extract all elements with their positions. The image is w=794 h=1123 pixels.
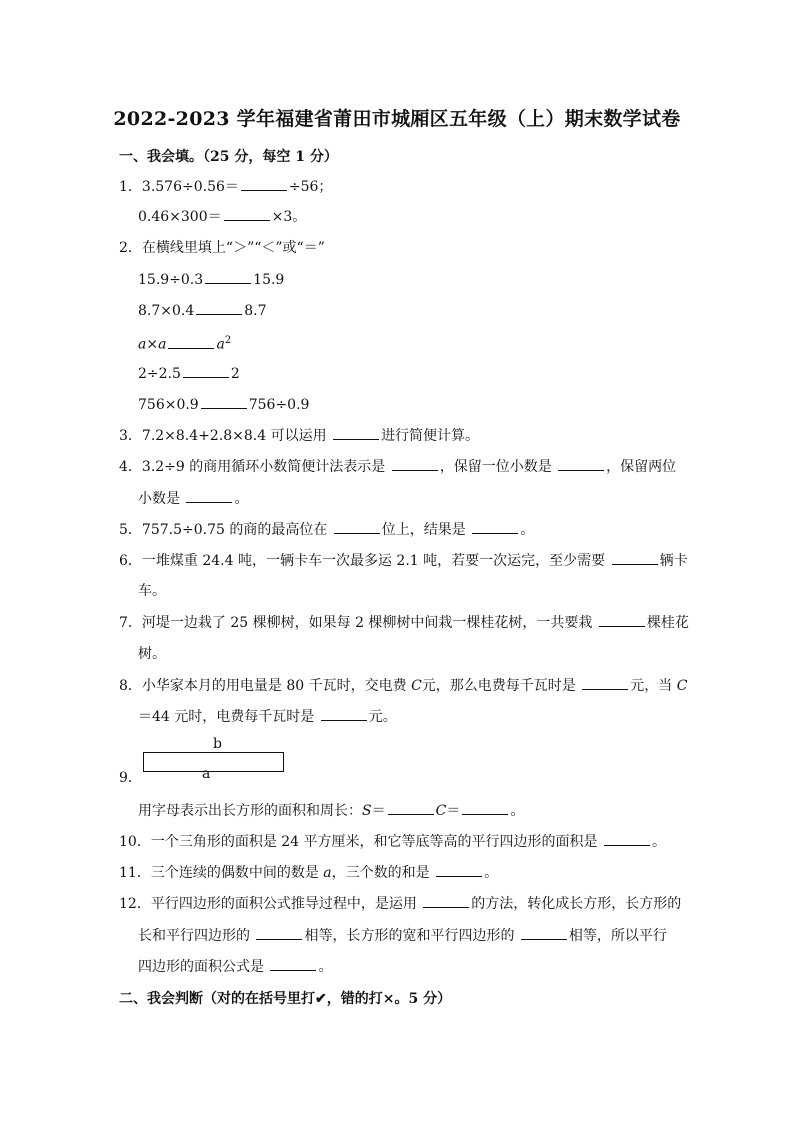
question-2-item-3 — [138, 331, 231, 355]
question-9-line-2 — [138, 800, 524, 821]
variable: a — [138, 336, 147, 353]
answer-blank[interactable] — [392, 456, 438, 471]
text: 8.7 — [244, 303, 267, 319]
text: 5．757.5÷0.75 的商的最高位在 — [119, 522, 332, 538]
question-12-line-2 — [138, 925, 667, 946]
text: 12．平行四边形的面积公式推导过程中，是运用 — [119, 896, 422, 912]
answer-blank[interactable] — [521, 925, 567, 940]
text: 棵桂花 — [646, 615, 689, 631]
question-5 — [119, 519, 534, 540]
text: 位上，结果是 — [381, 522, 471, 538]
text: 3．7.2×8.4+2.8×8.4 可以运用 — [119, 428, 332, 444]
answer-blank[interactable] — [241, 176, 287, 191]
text: 15.9÷0.3 — [138, 272, 204, 288]
answer-blank[interactable] — [612, 550, 658, 565]
text: 小数是 — [138, 491, 185, 507]
text: 15.9 — [253, 272, 285, 288]
answer-blank[interactable] — [168, 334, 214, 349]
question-2-item-2 — [138, 300, 267, 321]
question-8-line-2 — [138, 706, 397, 727]
text: 四边形的面积公式是 — [138, 959, 269, 975]
text: 8.7×0.4 — [138, 303, 195, 319]
text: ÷56； — [288, 179, 333, 195]
question-11 — [119, 862, 498, 883]
text: 0.46×300＝ — [138, 209, 222, 225]
question-2-stem: 2．在横线里填上“＞”“＜”或“＝” — [119, 240, 325, 256]
text: 756÷0.9 — [248, 397, 310, 413]
text: 。 — [318, 959, 333, 975]
text: 。 — [510, 803, 525, 819]
question-10 — [119, 831, 666, 852]
text: 的方法，转化成长方形，长方形的 — [471, 896, 682, 912]
answer-blank[interactable] — [558, 456, 604, 471]
variable: C — [411, 678, 422, 694]
question-12-line-1 — [119, 893, 681, 914]
text: 元，那么电费每千瓦时是 — [421, 678, 581, 694]
text: 756×0.9 — [138, 397, 199, 413]
question-12-line-3 — [138, 956, 332, 977]
question-2-item-5 — [138, 394, 309, 415]
text: 2÷2.5 — [138, 366, 181, 382]
question-2-item-4 — [138, 363, 240, 384]
text: 。 — [651, 834, 666, 850]
text: 8．小华家本月的用电量是 80 千瓦时，交电费 — [119, 678, 412, 694]
answer-blank[interactable] — [582, 675, 628, 690]
text: ，保留一位小数是 — [439, 459, 557, 475]
text: ＝ — [446, 803, 461, 819]
text: 辆卡 — [659, 553, 688, 569]
answer-blank[interactable] — [224, 206, 270, 221]
answer-blank[interactable] — [462, 800, 508, 815]
text: 进行简便计算。 — [381, 428, 480, 444]
text: 7．河堤一边栽了 25 棵柳树，如果每 2 棵柳树中间栽一棵桂花树，一共要栽 — [119, 615, 597, 631]
text: 元。 — [368, 709, 397, 725]
variable: a — [323, 865, 332, 881]
text: × — [146, 336, 159, 353]
text: 用字母表示出长方形的面积和周长： — [138, 803, 362, 819]
variable: a — [216, 336, 225, 353]
question-1-line-1 — [119, 176, 332, 197]
text: 相等，长方形的宽和平行四边形的 — [304, 928, 519, 944]
text: 6．一堆煤重 24.4 吨，一辆卡车一次最多运 2.1 吨，若要一次运完，至少需要 — [119, 553, 610, 569]
question-7-line-1 — [119, 612, 689, 633]
answer-blank[interactable] — [472, 519, 518, 534]
question-4-line-1 — [119, 456, 676, 477]
text: ，三个数的和是 — [331, 865, 435, 881]
question-6-line-2: 车。 — [138, 583, 166, 599]
answer-blank[interactable] — [334, 519, 380, 534]
question-6-line-1 — [119, 550, 688, 571]
answer-blank[interactable] — [256, 925, 302, 940]
section-heading-judge: 二、我会判断（对的在括号里打✔，错的打×。5 分） — [119, 991, 452, 1007]
page-title: 2022-2023 学年福建省莆田市城厢区五年级（上）期末数学试卷 — [113, 108, 681, 130]
answer-blank[interactable] — [183, 363, 229, 378]
exponent: 2 — [224, 335, 232, 346]
text: 。 — [234, 491, 249, 507]
rectangle-label-a: a — [202, 766, 211, 782]
question-2-item-1 — [138, 269, 284, 290]
text: 4．3.2÷9 的商用循环小数简便计法表示是 — [119, 459, 390, 475]
text: 。 — [484, 865, 499, 881]
question-7-line-2: 树。 — [138, 646, 166, 662]
variable: C — [676, 678, 688, 694]
question-1-line-2 — [138, 206, 306, 227]
answer-blank[interactable] — [205, 269, 251, 284]
rectangle-figure — [143, 752, 284, 772]
text: ＝ — [371, 803, 386, 819]
answer-blank[interactable] — [423, 893, 469, 908]
variable: S — [362, 803, 372, 819]
question-8-line-1 — [119, 675, 687, 696]
text: 2 — [230, 366, 240, 382]
answer-blank[interactable] — [599, 612, 645, 627]
text: 10．一个三角形的面积是 24 平方厘米，和它等底等高的平行四边形的面积是 — [119, 834, 602, 850]
variable: a — [158, 336, 167, 353]
answer-blank[interactable] — [321, 706, 367, 721]
answer-blank[interactable] — [186, 488, 232, 503]
answer-blank[interactable] — [604, 831, 650, 846]
answer-blank[interactable] — [436, 862, 482, 877]
text: 11．三个连续的偶数中间的数是 — [119, 865, 324, 881]
text: 长和平行四边形的 — [138, 928, 255, 944]
text: 相等，所以平行 — [568, 928, 667, 944]
variable: C — [435, 803, 447, 819]
answer-blank[interactable] — [270, 956, 316, 971]
answer-blank[interactable] — [201, 394, 247, 409]
question-4-line-2 — [138, 488, 248, 509]
text: ×3。 — [271, 209, 307, 225]
text: ＝44 元时，电费每千瓦时是 — [138, 709, 319, 725]
text: 元，当 — [630, 678, 677, 694]
text: 。 — [520, 522, 535, 538]
question-9-number: 9． — [119, 770, 142, 786]
answer-blank[interactable] — [388, 800, 434, 815]
rectangle-label-b: b — [213, 736, 222, 752]
section-heading-fill: 一、我会填。（25 分，每空 1 分） — [119, 149, 338, 165]
text: ，保留两位 — [606, 459, 677, 475]
answer-blank[interactable] — [333, 425, 379, 440]
text: 1．3.576÷0.56＝ — [119, 179, 239, 195]
answer-blank[interactable] — [196, 300, 242, 315]
question-3 — [119, 425, 479, 446]
